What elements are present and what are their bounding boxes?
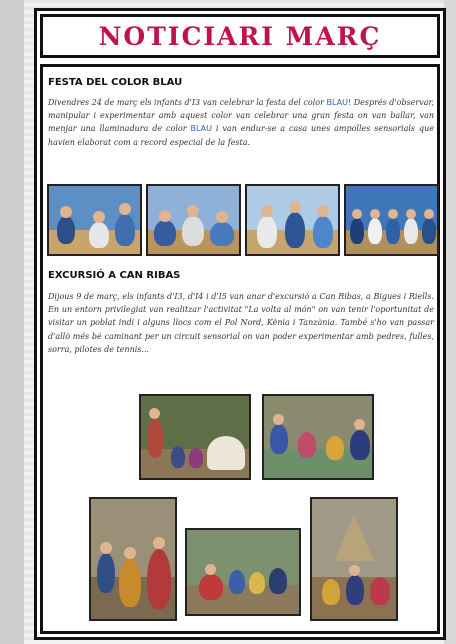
newsletter-title: NOTICIARI MARÇ — [98, 21, 382, 51]
paragraph-text: i van endur-se a casa unes ampolles sensorials que havien elaborat com a record especial de la festa. — [48, 124, 434, 147]
photo-festa-3 — [245, 184, 340, 256]
photo-excursio-3 — [89, 497, 177, 621]
photo-excursio-1 — [139, 394, 251, 480]
paragraph-text: Després d'observar, manipular i experimentar amb aquest color van celebrar una gran festa on van ballar, van menjar una llaminadura de color — [48, 98, 435, 134]
paragraph-text: Divendres 24 de març els infants d'I3 van celebrar la festa del color — [48, 98, 327, 107]
section-heading-festa-blau: FESTA DEL COLOR BLAU — [48, 77, 183, 88]
photo-excursio-2 — [262, 394, 374, 480]
newsletter-card — [34, 8, 446, 640]
section-heading-excursio: EXCURSIÓ A CAN RIBAS — [48, 270, 181, 281]
title-banner — [40, 14, 440, 58]
photo-festa-2 — [146, 184, 241, 256]
newsletter-content — [40, 64, 440, 634]
highlight-blau: BLAU! — [326, 98, 352, 107]
highlight-blau: BLAU — [190, 124, 212, 134]
section-paragraph-excursio: Dijous 9 de març, els infants d'I3, d'I4 i d'I5 van anar d'excursió a Can Ribas, a Bigues i Riells. En un entorn privilegiat van realitzar l'activitat "La volta al món" on van tenir l'oportunitat de visitar un poblat indi i alguns llocs com el Pol Nord, Kènia i Tanzània. També s'ho van passar d'allò més bé caminant per un circuit sensorial on van poder experimentar amb pedres, fulles, sorra, pilotes de tennis... — [48, 292, 434, 354]
photo-festa-1 — [47, 184, 142, 256]
photo-festa-4 — [344, 184, 439, 256]
photo-excursio-4 — [185, 528, 301, 616]
section-paragraph-festa-blau — [48, 96, 434, 149]
photo-excursio-5 — [310, 497, 398, 621]
background-left-margin — [0, 0, 24, 644]
